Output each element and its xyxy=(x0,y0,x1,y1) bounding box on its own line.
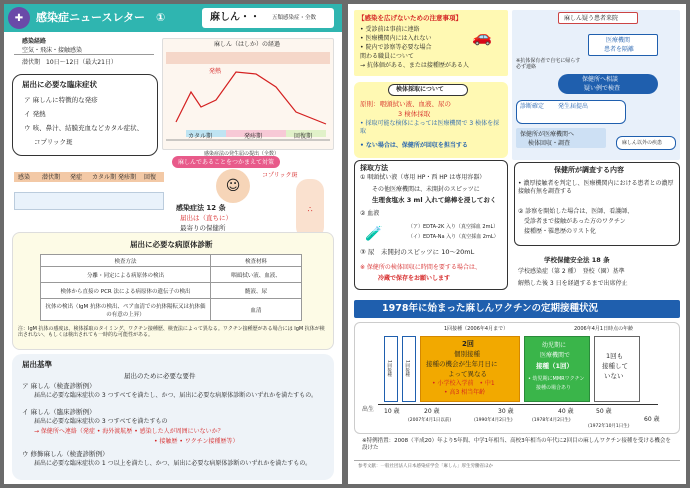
school-text: 学校感染症（第 2 種） 登校（園）基準 xyxy=(518,268,625,275)
vaccine-box1: 1回接種 xyxy=(386,360,392,377)
method-s1c: 生理食塩水 3 ml 入れて綿棒を浸しておく xyxy=(372,196,497,204)
vaccine-mid4: • 小学校入学前 • 中1 xyxy=(432,380,495,387)
school-title: 学校保健安全法 18 条 xyxy=(544,256,610,264)
route-value: 空気・飛沫・接触感染 xyxy=(22,47,83,54)
vaccine-axis-label: 出生 xyxy=(362,406,375,413)
vaccine-age-40: 40 歳 xyxy=(558,408,574,415)
route-label: 感染経路 xyxy=(22,38,47,45)
vaccine-green5: 接種の場合あり xyxy=(536,385,572,391)
newsletter-title: 感染症ニュースレター xyxy=(36,11,146,24)
lab-text2: 疑い例で検査 xyxy=(584,85,621,92)
vaccine-white1: 1回も xyxy=(606,352,624,360)
prevent-title: 【感染を広げないための注意事項】 xyxy=(358,14,462,22)
criteria-b-text: 届出に必要な臨床症状の 3 つすべてを満たすもの xyxy=(34,418,168,425)
exam-table xyxy=(40,254,302,321)
criteria-sub: 届出のために必要な要件 xyxy=(124,372,196,380)
incubation: 潜伏期 10日～12日（最大21日） xyxy=(22,59,117,66)
vaccine-age-60: 60 歳 xyxy=(644,416,660,423)
prevent-item-2: • 医療機関内には入れない xyxy=(360,35,432,42)
clinical-title: 届出に必要な臨床症状 xyxy=(22,80,97,89)
exam-material-3: 血清 xyxy=(211,299,302,321)
graph-label-recovery: 回復期 xyxy=(294,133,313,140)
diag-text: 診断確定 xyxy=(520,103,545,110)
hospital-text: 医療機関 xyxy=(606,37,631,44)
vaccine-mid-head: 2回 xyxy=(462,340,474,348)
graph-label-fever: 発熱 xyxy=(209,68,222,75)
vaccine-age-10: 10 歳 xyxy=(384,408,400,415)
newsletter-number: ① xyxy=(156,11,166,24)
survey-i3: 受診者まで接触があった方のワクチン xyxy=(524,218,626,225)
koplik-label: コプリック斑 xyxy=(262,172,298,179)
vaccine-green4: • 幼児期にMMRワクチン xyxy=(528,376,585,382)
prevent-item-3: • 院内で診察等必要な場合 xyxy=(360,44,432,51)
method-s3: ③ 尿 未開封のスピッツに 10～20mL xyxy=(360,248,475,256)
vaccine-mid5: • 高3 相当年齢 xyxy=(444,389,486,396)
flow-note-text: 麻しんであることをつかまえて対策 xyxy=(178,159,275,166)
flow-arrow xyxy=(14,172,164,182)
vaccine-green2: 医療機関で xyxy=(540,352,571,359)
criteria-b-red2: • 接触歴 • ワクチン接種歴等） xyxy=(154,438,239,445)
sampling-p3: • ない場合は、保健所が回収を担当する xyxy=(360,142,468,149)
vaccine-white3: いない xyxy=(604,372,624,380)
vaccine-green3: 接種（1回） xyxy=(536,362,574,370)
exam-material-1: 咽頭拭い液、血液、 xyxy=(211,267,302,283)
method-title: 採取方法 xyxy=(360,164,388,172)
flow-step-1: 感染 xyxy=(18,174,31,181)
method-s1: ① 咽頭拭い液（専用 HP・西 HP は専用容器） xyxy=(360,174,486,181)
survey-i1: • 濃厚接触者を判定し、医療機関内における患者との濃厚接触有無を調査する xyxy=(518,180,674,195)
child-illustration-icon: ☺ xyxy=(216,169,250,203)
criteria-b-red1: → 保健所へ連絡（発症 • 海外渡航歴 • 感染した人が周囲にいないか？ xyxy=(34,428,224,435)
sampling-p1b: 3 検体採取 xyxy=(398,110,431,118)
exam-title: 届出に必要な病原体診断 xyxy=(130,240,213,249)
report-text: 保健所が医療機関へ xyxy=(520,131,575,138)
criteria-c-title: ウ 修飾麻しん（検査診断例） xyxy=(22,450,109,458)
vaccine-green1: 幼児期に xyxy=(542,342,567,349)
flow-step-4: カタル期 xyxy=(92,174,117,181)
survey-i4: 接種歴・罹患歴のリスト化 xyxy=(524,228,596,235)
method-warn2: 冷蔵で保存をお願いします xyxy=(378,275,451,282)
vaccine-white2: 接種して xyxy=(602,362,628,370)
report-text2: 検体回収・調査 xyxy=(528,140,571,147)
method-warn: ※ 保健所の検体回収に時間を要する場合は、 xyxy=(360,264,481,271)
criteria-a-text: 届出に必要な臨床症状の 3 つすべてを満たし、かつ、届出に必要な病原体診断のいずれかを満たすもの。 xyxy=(34,392,318,399)
prevent-item-1: • 受診前は事前に連絡 xyxy=(360,26,420,33)
sampling-title: 検体採取について xyxy=(396,86,444,93)
vaccine-legend1: 1回接種（2006年4月まで） xyxy=(444,326,509,332)
vaccine-title: 1978年に始まった麻しんワクチンの定期接種状況 xyxy=(382,303,598,314)
divider xyxy=(14,54,154,55)
vaccine-note: ※特例措置：2008（平成20）年より5年間、中学1年相当、高校3年相当の年代に2回目の麻しんワクチン接種を受ける機会を設けた xyxy=(362,438,671,451)
cancel-text: 麻しん以外の疾患 xyxy=(622,140,663,146)
school-text2: 解熱した後 3 日を経過するまで出席停止 xyxy=(518,280,628,287)
flow-note2: 感染症法の発生届の提出（全数） xyxy=(204,151,280,157)
car-icon: 🚗 xyxy=(472,26,492,46)
exam-method-2: 検体から直接の PCR 法による病原体の遺伝子の検出 xyxy=(41,283,211,299)
diag-text2: 発生届提出 xyxy=(558,103,589,110)
lab-text: 保健所へ相談 xyxy=(582,76,619,83)
graph-title: 麻しん（はしか）の経過 xyxy=(214,41,281,48)
vaccine-year-1: (2007年4月1日以前) xyxy=(408,418,452,423)
flow-step-6: 回復 xyxy=(144,174,157,181)
method-s2: ② 血液 xyxy=(360,210,380,217)
exam-method-1: 分離・同定による病原体の検出 xyxy=(41,267,211,283)
footer-divider xyxy=(354,460,680,461)
method-s2b: （イ）EDTA-Na 入り（真空採血 2mL） xyxy=(408,234,499,240)
vaccine-year-4: (1972年10月1日生) xyxy=(588,424,630,429)
law-line1: 届出は（直ちに） xyxy=(180,214,232,222)
criteria-a-title: ア 麻しん（検査診断例） xyxy=(22,382,96,390)
vaccine-mid3: よって異なる xyxy=(448,370,487,378)
exam-header-material: 検査材料 xyxy=(211,255,302,267)
suspect-text: 患者を隔離 xyxy=(604,46,635,53)
clinic-note: ※抗体保有者で自宅に帰らす必ず連絡 xyxy=(516,58,581,71)
left-page xyxy=(4,4,342,484)
exam-material-2: 髄液、尿 xyxy=(211,283,302,299)
prevent-item-4: 関わる職員について xyxy=(360,53,414,60)
test-tube-icon: 🧪 xyxy=(365,226,383,242)
vaccine-age-50: 50 歳 xyxy=(596,408,612,415)
sampling-p1a: 原則：咽頭拭い液、血液、尿の xyxy=(360,100,451,108)
vaccine-age-30: 30 歳 xyxy=(498,408,514,415)
clinical-item-a: ア 麻しんに特徴的な発疹 xyxy=(24,96,98,104)
criteria-title: 届出基準 xyxy=(22,360,52,369)
clinical-item-c: ウ 咳、鼻汁、結膜充血などカタル症状、 xyxy=(24,124,144,132)
vaccine-box2: 1回接種 xyxy=(404,360,410,377)
exam-note: 注：IgM 抗体の感度は、検体採取のタイミング、ワクチン接種歴、検査法によって異なる。ワクチン接種歴がある場合には IgM 抗体が検出されない、もしくは検出されても一時的な可能性がある。 xyxy=(18,326,325,339)
graph-label-rash: 発疹期 xyxy=(244,133,263,140)
clinical-item-d: コプリック斑 xyxy=(34,138,73,146)
method-s2a: （ア）EDTA-2K 入り（真空採血 2mL） xyxy=(408,224,499,230)
flow-step-5: 発疹期 xyxy=(118,174,137,181)
survey-i2: ② 診察を開始した場合は、医師、看護師、 xyxy=(518,208,634,215)
clinical-item-b: イ 発熱 xyxy=(24,110,46,118)
footer: 参考文献：一般社団法人日本感染症学会「麻しん」厚生労働省ほか xyxy=(358,464,493,469)
disease-category: 五類感染症・全数 xyxy=(272,15,317,21)
flow-step-2: 潜伏期 xyxy=(42,174,61,181)
survey-title: 保健所が調査する内容 xyxy=(554,166,624,174)
prevent-item-5: → 抗体価がある、または接種歴がある人 xyxy=(360,62,469,69)
sampling-p2: • 採取可能な検体によっては医療機関で 3 検体を採取 xyxy=(360,120,500,135)
criteria-c-text: 届出に必要な臨床症状の 1 つ以上を満たし、かつ、届出に必要な病原体診断のいずれかを満たすもの。 xyxy=(34,460,312,467)
flow-step-3: 発症 xyxy=(70,174,83,181)
law-title: 感染症法 12 条 xyxy=(176,204,226,212)
flower-logo-icon: ✚ xyxy=(8,7,30,29)
exam-header-method: 検査方法 xyxy=(41,255,211,267)
vaccine-year-3: (1978年4月2日生) xyxy=(532,418,571,423)
vaccine-mid2: 接種の機会が生年月日に xyxy=(426,360,498,368)
vaccine-age-20: 20 歳 xyxy=(424,408,440,415)
exam-method-3: 抗体の検出（IgM 抗体の検出、ペア血清での抗体陽転又は抗体価の有意の上昇） xyxy=(41,299,211,321)
vaccine-mid1: 個別接種 xyxy=(454,350,480,358)
vaccine-year-2: (1990年4月2日生) xyxy=(474,418,513,423)
patient-text: 麻しん疑う患者来院 xyxy=(564,15,619,22)
method-s1b: その他医療機関は、未開封のスピッツに xyxy=(372,186,480,193)
flow-timeline xyxy=(14,192,164,210)
body-rash-illustration-icon: ∴ xyxy=(296,179,324,239)
criteria-b-title: イ 麻しん（臨床診断例） xyxy=(22,408,96,416)
vaccine-axis xyxy=(378,404,658,405)
disease-name: 麻しん・・ xyxy=(210,12,260,23)
law-line2: 最寄りの保健所 xyxy=(180,224,226,232)
graph-label-catarrh: カタル期 xyxy=(188,133,213,140)
vaccine-legend2: 2006年4月1日時点の年齢 xyxy=(574,326,634,332)
right-page xyxy=(348,4,686,484)
